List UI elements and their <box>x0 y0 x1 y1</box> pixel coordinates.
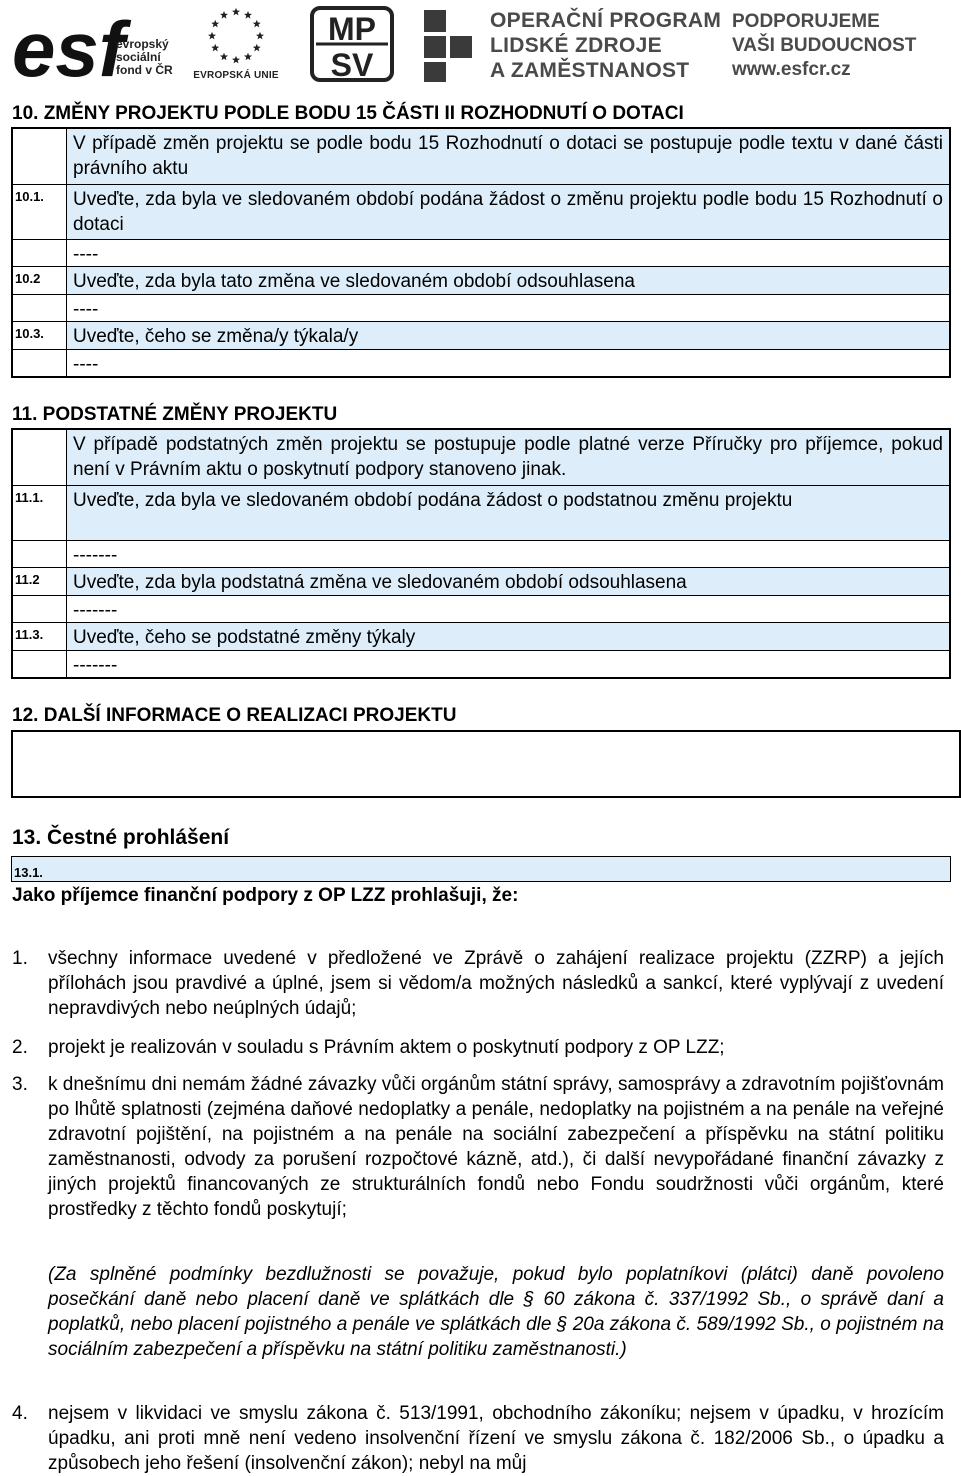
section-10-table <box>11 127 951 378</box>
eu-flag-logo <box>186 6 286 86</box>
question-text: Uveďte, čeho se změna/y týkala/y <box>73 326 359 347</box>
declaration-row <box>11 856 951 882</box>
question-text: Uveďte, zda byla ve sledovaném období podána žádost o změnu projektu podle bodu 15 Rozhodnutí o dotaci <box>73 189 943 235</box>
mpsv-text-bottom: SV <box>330 47 374 83</box>
row-number <box>13 651 67 677</box>
list-item-number: 3. <box>12 1074 28 1095</box>
op-line: A ZAMĚSTNANOST <box>490 59 690 82</box>
esf-caption-line: sociální <box>116 50 161 64</box>
row-number: 11.1. <box>13 486 67 540</box>
table-row <box>13 485 949 540</box>
esf-logo-text: esf <box>12 5 125 93</box>
section-intro: V případě změn projektu se podle bodu 15 Rozhodnutí o dotaci se postupuje podle textu v dané části právního aktu <box>73 133 943 179</box>
table-row <box>13 430 949 485</box>
question-text: Uveďte, zda byla podstatná změna ve sledovaném období odsouhlasena <box>73 572 687 593</box>
question-text: Uveďte, čeho se podstatné změny týkaly <box>73 627 416 648</box>
row-number: 13.1. <box>14 865 43 880</box>
list-item-text: nejsem v likvidaci ve smyslu zákona č. 513/1991, obchodního zákoníku; nejsem v úpadku, v hrozícím úpadku, ani proti mně není vedeno insolvenční řízení ve smyslu zákona č. 182/2006 Sb., o úpadku a způsobech jeho řešení (insolvenční zákon); nebyl na můj <box>48 1403 944 1474</box>
answer-field[interactable]: ------- <box>73 600 118 621</box>
eu-star-icon <box>253 20 261 28</box>
list-item-text: k dnešnímu dni nemám žádné závazky vůči orgánům státní správy, samosprávy a zdravotním pojišťovnám po lhůtě splatnosti (zejména daňové nedoplatky a penále, nedoplatky na pojistném a na penále na veřejné zdravotní pojištění, na pojistném a na penále na sociální zabezpečení a příspěvku na státní politiku zaměstnanosti, odvody za porušení rozpočtové kázně, atd.), či další nevypořádané finanční závazky z jiných projektů financovaných ze strukturálních fondů nebo Fondu soudržnosti vůči orgánům, které prostředky z těchto fondů poskytují; <box>48 1074 944 1220</box>
question-text: Uveďte, zda byla tato změna ve sledovaném období odsouhlasena <box>73 271 635 292</box>
answer-field[interactable]: ---- <box>73 299 99 320</box>
row-number <box>13 350 67 376</box>
eu-star-icon <box>220 53 228 61</box>
list-item <box>12 1035 944 1060</box>
table-row <box>13 239 949 266</box>
list-item-number: 2. <box>12 1037 28 1058</box>
answer-field[interactable]: ---- <box>73 354 99 375</box>
table-row <box>13 321 949 349</box>
list-item-text: projekt je realizován v souladu s Právním aktem o poskytnutí podpory z OP LZZ; <box>48 1037 725 1058</box>
table-row <box>13 294 949 321</box>
esf-caption-line: fond v ČR <box>116 63 173 77</box>
support-line: PODPORUJEME <box>732 11 880 32</box>
answer-field[interactable]: ------- <box>73 655 118 676</box>
eu-star-icon <box>208 32 216 40</box>
list-item-number: 4. <box>12 1403 28 1424</box>
table-row <box>13 184 949 239</box>
table-row <box>13 349 949 376</box>
row-number: 11.3. <box>13 623 67 650</box>
row-number: 11.2 <box>13 568 67 595</box>
op-line: OPERAČNÍ PROGRAM <box>490 9 722 32</box>
table-row <box>13 650 949 677</box>
declaration-heading: Jako příjemce finanční podpory z OP LZZ prohlašuji, že: <box>12 885 519 906</box>
eu-caption: EVROPSKÁ UNIE <box>193 70 279 81</box>
table-row <box>13 595 949 622</box>
support-line: VAŠI BUDOUCNOST <box>732 35 917 56</box>
list-item <box>12 946 944 1021</box>
row-number: 10.2 <box>13 267 67 294</box>
eu-star-icon <box>256 32 264 40</box>
table-row <box>13 129 949 184</box>
section-12-title: 12. DALŠÍ INFORMACE O REALIZACI PROJEKTU <box>12 705 457 726</box>
eu-star-icon <box>211 44 219 52</box>
eu-star-icon <box>244 11 252 19</box>
table-row <box>13 266 949 294</box>
eu-star-icon <box>232 56 240 64</box>
section-11-title: 11. PODSTATNÉ ZMĚNY PROJEKTU <box>12 404 338 425</box>
eu-star-icon <box>253 44 261 52</box>
esf-caption <box>116 38 173 77</box>
section-intro: V případě podstatných změn projektu se postupuje podle platné verze Příručky pro příjemce, pokud není v Právním aktu o poskytnutí podpory stanoveno jinak. <box>73 434 943 480</box>
list-item-text: všechny informace uvedené v předložené ve Zprávě o zahájení realizace projektu (ZZRP) a jejích přílohách jsou pravdivé a úplné, jsem si vědom/a možných následků a sankcí, které vyplývají z uvedení nepravdivých nebo neúplných údajů; <box>48 948 944 1019</box>
section-10-title: 10. ZMĚNY PROJEKTU PODLE BODU 15 ČÁSTI II ROZHODNUTÍ O DOTACI <box>12 103 684 124</box>
row-number: 10.1. <box>13 185 67 239</box>
support-text <box>732 10 952 82</box>
section-11-table <box>11 428 951 679</box>
header-logos <box>0 0 960 92</box>
mpsv-logo <box>310 6 396 84</box>
eu-star-icon <box>220 11 228 19</box>
row-number: 10.3. <box>13 322 67 349</box>
table-row <box>13 622 949 650</box>
row-number <box>13 129 67 184</box>
esf-logo <box>12 5 125 93</box>
mpsv-text-top: MP <box>328 11 376 47</box>
answer-field[interactable]: ---- <box>73 244 99 265</box>
list-item <box>12 1072 944 1222</box>
support-url: www.esfcr.cz <box>732 59 851 80</box>
question-text: Uveďte, zda byla ve sledovaném období podána žádost o podstatnou změnu projektu <box>73 490 793 511</box>
eu-star-icon <box>211 20 219 28</box>
additional-info-field[interactable] <box>11 730 961 798</box>
row-number <box>13 596 67 622</box>
list-item-note <box>12 1262 944 1362</box>
op-figure-icon <box>424 10 482 87</box>
eu-stars-icon <box>186 6 286 68</box>
answer-field[interactable]: ------- <box>73 545 118 566</box>
row-number <box>13 430 67 485</box>
row-number <box>13 295 67 321</box>
list-item <box>12 1401 944 1476</box>
table-row <box>13 540 949 567</box>
row-number <box>13 541 67 567</box>
eu-star-icon <box>244 53 252 61</box>
list-item-number: 1. <box>12 948 28 969</box>
op-line: LIDSKÉ ZDROJE <box>490 34 662 57</box>
row-number <box>13 240 67 266</box>
table-row <box>13 567 949 595</box>
list-item-text: (Za splněné podmínky bezdlužnosti se považuje, pokud bylo poplatníkovi (plátci) daně povoleno posečkání daně nebo placení daně ve splátkách dle § 60 zákona č. 337/1992 Sb., o správě daní a poplatků, nebo placení pojistného a penále ve splátkách dle § 20a zákona č. 589/1992 Sb., o pojistném na sociálním zabezpečení a příspěvku na státní politiku zaměstnanosti.) <box>48 1264 944 1360</box>
eu-star-icon <box>232 8 240 16</box>
section-13-title: 13. Čestné prohlášení <box>12 826 230 849</box>
esf-caption-line: evropský <box>116 37 169 51</box>
